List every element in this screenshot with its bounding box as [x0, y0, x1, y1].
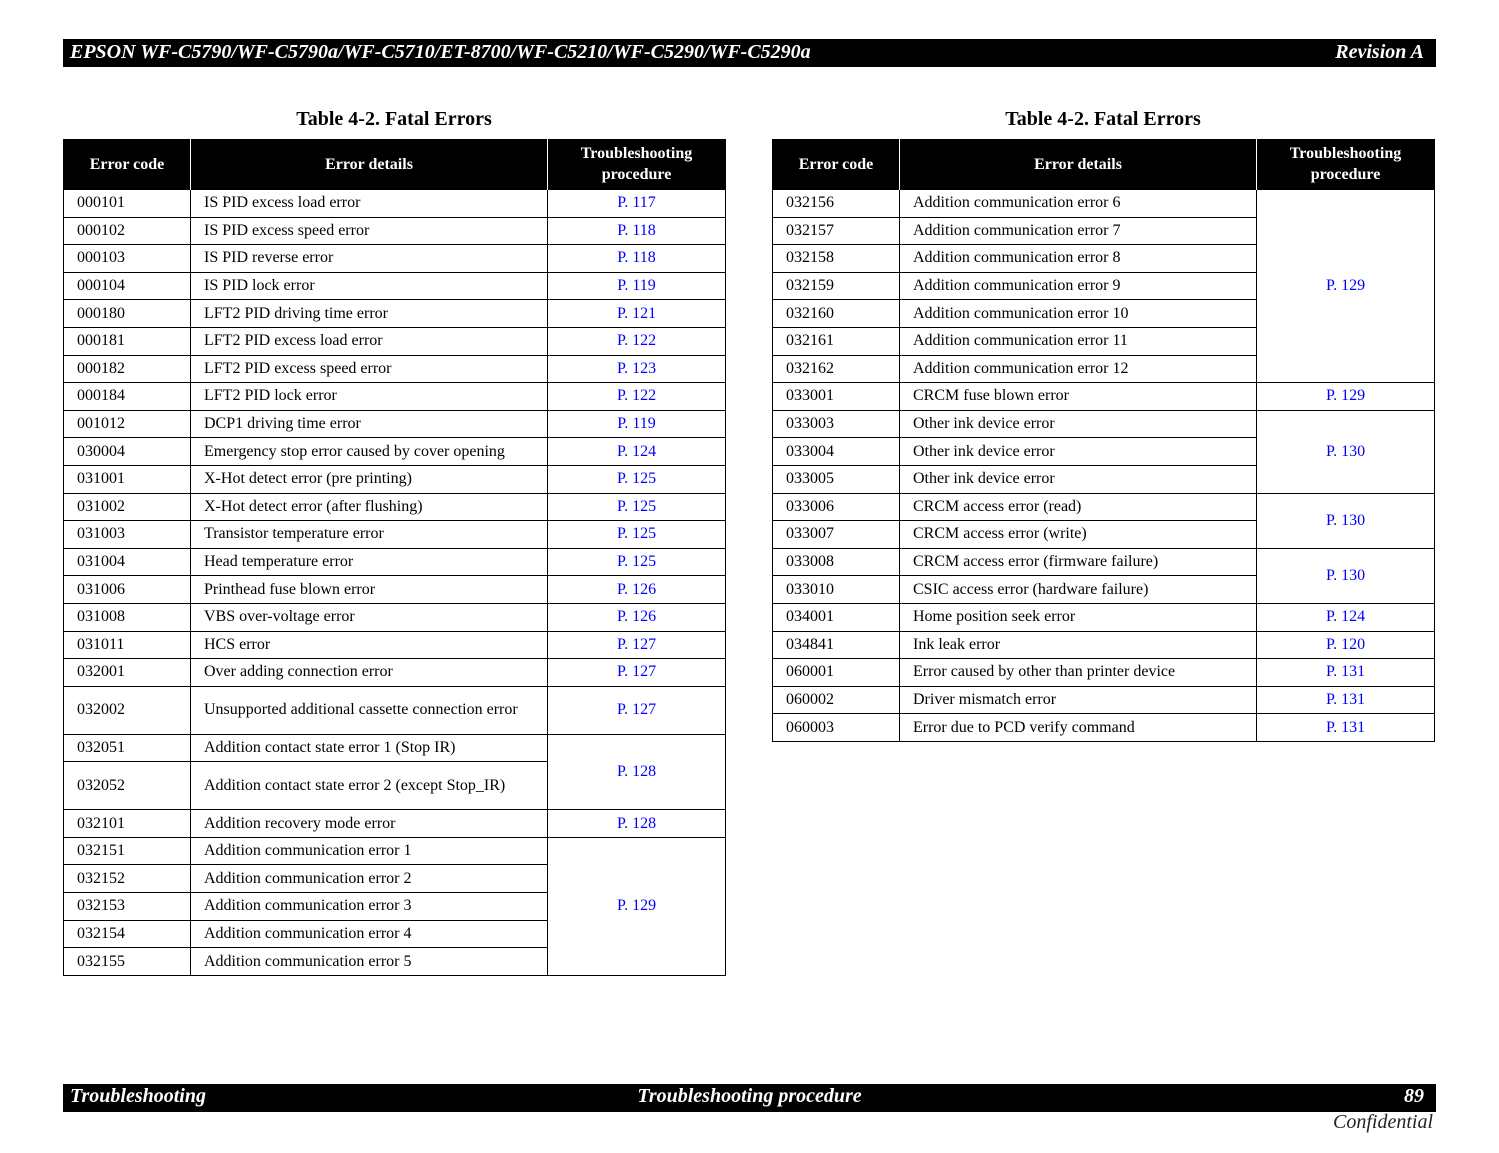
error-details-cell: LFT2 PID lock error — [191, 383, 548, 411]
error-details-cell: Home position seek error — [900, 603, 1257, 631]
error-code-cell: 033007 — [773, 521, 900, 549]
error-details-cell: CRCM fuse blown error — [900, 383, 1257, 411]
error-details-cell: Emergency stop error caused by cover opening — [191, 438, 548, 466]
error-code-cell: 031003 — [64, 521, 191, 549]
table-row — [64, 659, 726, 687]
error-code-cell: 032159 — [773, 272, 900, 300]
procedure-page-link[interactable]: P. 118 — [548, 217, 726, 245]
error-code-cell: 032157 — [773, 217, 900, 245]
procedure-page-link[interactable]: P. 127 — [548, 686, 726, 734]
error-code-cell: 032151 — [64, 837, 191, 865]
page-footer — [63, 1084, 1436, 1112]
footer-section: Troubleshooting — [70, 1085, 206, 1107]
procedure-page-link[interactable]: P. 130 — [1257, 410, 1435, 493]
error-code-cell: 000181 — [64, 327, 191, 355]
error-details-cell: Addition communication error 10 — [900, 300, 1257, 328]
col-header-error-code: Error code — [64, 139, 191, 190]
error-code-cell: 031008 — [64, 603, 191, 631]
error-details-cell: Addition contact state error 1 (Stop IR) — [191, 734, 548, 762]
procedure-page-link[interactable]: P. 127 — [548, 631, 726, 659]
col-header-error-details: Error details — [900, 139, 1257, 190]
procedure-page-link[interactable]: P. 125 — [548, 521, 726, 549]
error-details-cell: HCS error — [191, 631, 548, 659]
error-details-cell: IS PID lock error — [191, 272, 548, 300]
error-details-cell: IS PID excess speed error — [191, 217, 548, 245]
table-row — [773, 631, 1435, 659]
table-row — [64, 686, 726, 734]
error-details-cell: IS PID excess load error — [191, 190, 548, 218]
table-row — [773, 603, 1435, 631]
table-header-row — [773, 139, 1435, 190]
error-code-cell: 000102 — [64, 217, 191, 245]
error-code-cell: 033005 — [773, 465, 900, 493]
error-details-cell: Addition communication error 3 — [191, 893, 548, 921]
error-details-cell: IS PID reverse error — [191, 245, 548, 273]
error-details-cell: Addition communication error 5 — [191, 948, 548, 976]
error-code-cell: 031002 — [64, 493, 191, 521]
fatal-errors-table-left — [63, 139, 726, 976]
table-header-row — [64, 139, 726, 190]
table-row — [64, 576, 726, 604]
procedure-page-link[interactable]: P. 131 — [1257, 714, 1435, 742]
error-details-cell: X-Hot detect error (pre printing) — [191, 465, 548, 493]
error-details-cell: Addition recovery mode error — [191, 810, 548, 838]
table-row — [64, 603, 726, 631]
error-details-cell: Other ink device error — [900, 438, 1257, 466]
error-code-cell: 032156 — [773, 190, 900, 218]
table-row — [64, 631, 726, 659]
procedure-page-link[interactable]: P. 126 — [548, 603, 726, 631]
error-details-cell: Addition communication error 1 — [191, 837, 548, 865]
procedure-page-link[interactable]: P. 124 — [1257, 603, 1435, 631]
error-details-cell: Transistor temperature error — [191, 521, 548, 549]
error-code-cell: 034841 — [773, 631, 900, 659]
error-details-cell: LFT2 PID excess speed error — [191, 355, 548, 383]
footer-page-number: 89 — [1404, 1085, 1424, 1107]
table-row — [64, 217, 726, 245]
procedure-page-link[interactable]: P. 119 — [548, 410, 726, 438]
header-models: EPSON WF-C5790/WF-C5790a/WF-C5710/ET-8700/WF-C5210/WF-C5290/WF-C5290a — [70, 41, 811, 63]
error-code-cell: 033004 — [773, 438, 900, 466]
error-details-cell: Driver mismatch error — [900, 686, 1257, 714]
error-code-cell: 000184 — [64, 383, 191, 411]
procedure-page-link[interactable]: P. 126 — [548, 576, 726, 604]
error-code-cell: 001012 — [64, 410, 191, 438]
procedure-page-link[interactable]: P. 129 — [1257, 383, 1435, 411]
table-row — [773, 383, 1435, 411]
error-code-cell: 032052 — [64, 762, 191, 810]
error-code-cell: 032002 — [64, 686, 191, 734]
error-code-cell: 000104 — [64, 272, 191, 300]
col-header-procedure: Troubleshooting procedure — [1257, 139, 1435, 190]
table-row — [773, 410, 1435, 438]
error-code-cell: 032162 — [773, 355, 900, 383]
table-row — [64, 190, 726, 218]
table-row — [64, 245, 726, 273]
error-code-cell: 032154 — [64, 920, 191, 948]
table-row — [773, 190, 1435, 218]
table-row — [64, 734, 726, 762]
error-details-cell: Addition contact state error 2 (except Stop_IR) — [191, 762, 548, 810]
col-header-procedure: Troubleshooting procedure — [548, 139, 726, 190]
error-code-cell: 032160 — [773, 300, 900, 328]
procedure-page-link[interactable]: P. 125 — [548, 548, 726, 576]
procedure-page-link[interactable]: P. 119 — [548, 272, 726, 300]
procedure-page-link[interactable]: P. 128 — [548, 734, 726, 810]
error-code-cell: 033006 — [773, 493, 900, 521]
error-details-cell: CSIC access error (hardware failure) — [900, 576, 1257, 604]
table-row — [773, 714, 1435, 742]
error-details-cell: Addition communication error 7 — [900, 217, 1257, 245]
procedure-page-link[interactable]: P. 127 — [548, 659, 726, 687]
error-code-cell: 032155 — [64, 948, 191, 976]
error-code-cell: 032153 — [64, 893, 191, 921]
error-code-cell: 032001 — [64, 659, 191, 687]
error-details-cell: Error caused by other than printer device — [900, 659, 1257, 687]
table-row — [64, 465, 726, 493]
table-caption-left: Table 4-2. Fatal Errors — [296, 108, 492, 130]
error-code-cell: 000103 — [64, 245, 191, 273]
table-row — [64, 493, 726, 521]
table-row — [773, 493, 1435, 521]
procedure-page-link[interactable]: P. 130 — [1257, 493, 1435, 548]
table-row — [64, 410, 726, 438]
table-row — [64, 383, 726, 411]
error-details-cell: Addition communication error 2 — [191, 865, 548, 893]
error-details-cell: CRCM access error (firmware failure) — [900, 548, 1257, 576]
procedure-page-link[interactable]: P. 121 — [548, 300, 726, 328]
error-details-cell: Addition communication error 8 — [900, 245, 1257, 273]
error-code-cell: 033010 — [773, 576, 900, 604]
error-details-cell: Printhead fuse blown error — [191, 576, 548, 604]
error-details-cell: Error due to PCD verify command — [900, 714, 1257, 742]
table-row — [64, 837, 726, 865]
error-code-cell: 000182 — [64, 355, 191, 383]
error-details-cell: DCP1 driving time error — [191, 410, 548, 438]
error-code-cell: 031011 — [64, 631, 191, 659]
error-code-cell: 032051 — [64, 734, 191, 762]
error-details-cell: Other ink device error — [900, 410, 1257, 438]
error-code-cell: 060002 — [773, 686, 900, 714]
error-details-cell: VBS over-voltage error — [191, 603, 548, 631]
error-details-cell: Head temperature error — [191, 548, 548, 576]
error-details-cell: Addition communication error 11 — [900, 327, 1257, 355]
error-code-cell: 033001 — [773, 383, 900, 411]
error-code-cell: 032158 — [773, 245, 900, 273]
table-row — [64, 300, 726, 328]
error-code-cell: 033008 — [773, 548, 900, 576]
table-row — [64, 438, 726, 466]
table-row — [64, 355, 726, 383]
error-details-cell: Addition communication error 4 — [191, 920, 548, 948]
error-code-cell: 031006 — [64, 576, 191, 604]
table-row — [64, 327, 726, 355]
col-header-error-code: Error code — [773, 139, 900, 190]
error-details-cell: CRCM access error (write) — [900, 521, 1257, 549]
error-details-cell: Unsupported additional cassette connection error — [191, 686, 548, 734]
table-row — [64, 548, 726, 576]
confidential-label: Confidential — [1333, 1111, 1433, 1133]
table-row — [64, 521, 726, 549]
error-code-cell: 032161 — [773, 327, 900, 355]
error-code-cell: 031001 — [64, 465, 191, 493]
table-row — [64, 810, 726, 838]
procedure-page-link[interactable]: P. 131 — [1257, 659, 1435, 687]
procedure-page-link[interactable]: P. 130 — [1257, 548, 1435, 603]
header-revision: Revision A — [1335, 41, 1424, 63]
error-details-cell: Ink leak error — [900, 631, 1257, 659]
table-caption-right: Table 4-2. Fatal Errors — [1005, 108, 1201, 130]
error-details-cell: LFT2 PID excess load error — [191, 327, 548, 355]
procedure-page-link[interactable]: P. 120 — [1257, 631, 1435, 659]
procedure-page-link[interactable]: P. 131 — [1257, 686, 1435, 714]
procedure-page-link[interactable]: P. 125 — [548, 493, 726, 521]
procedure-page-link[interactable]: P. 129 — [1257, 190, 1435, 383]
fatal-errors-table-right — [772, 139, 1435, 742]
error-code-cell: 000180 — [64, 300, 191, 328]
procedure-page-link[interactable]: P. 117 — [548, 190, 726, 218]
error-details-cell: Over adding connection error — [191, 659, 548, 687]
error-details-cell: LFT2 PID driving time error — [191, 300, 548, 328]
error-code-cell: 000101 — [64, 190, 191, 218]
procedure-page-link[interactable]: P. 129 — [548, 837, 726, 975]
table-row — [773, 548, 1435, 576]
table-row — [773, 659, 1435, 687]
error-code-cell: 031004 — [64, 548, 191, 576]
error-details-cell: Addition communication error 12 — [900, 355, 1257, 383]
procedure-page-link[interactable]: P. 122 — [548, 327, 726, 355]
footer-subsection: Troubleshooting procedure — [637, 1085, 862, 1107]
procedure-page-link[interactable]: P. 123 — [548, 355, 726, 383]
procedure-page-link[interactable]: P. 118 — [548, 245, 726, 273]
procedure-page-link[interactable]: P. 124 — [548, 438, 726, 466]
error-details-cell: Addition communication error 6 — [900, 190, 1257, 218]
error-code-cell: 032101 — [64, 810, 191, 838]
procedure-page-link[interactable]: P. 128 — [548, 810, 726, 838]
table-row — [773, 686, 1435, 714]
page-header — [63, 39, 1436, 67]
error-code-cell: 060003 — [773, 714, 900, 742]
error-details-cell: Addition communication error 9 — [900, 272, 1257, 300]
error-code-cell: 060001 — [773, 659, 900, 687]
error-details-cell: X-Hot detect error (after flushing) — [191, 493, 548, 521]
error-code-cell: 030004 — [64, 438, 191, 466]
error-details-cell: Other ink device error — [900, 465, 1257, 493]
procedure-page-link[interactable]: P. 125 — [548, 465, 726, 493]
table-row — [64, 272, 726, 300]
error-code-cell: 032152 — [64, 865, 191, 893]
error-code-cell: 033003 — [773, 410, 900, 438]
procedure-page-link[interactable]: P. 122 — [548, 383, 726, 411]
error-code-cell: 034001 — [773, 603, 900, 631]
col-header-error-details: Error details — [191, 139, 548, 190]
error-details-cell: CRCM access error (read) — [900, 493, 1257, 521]
